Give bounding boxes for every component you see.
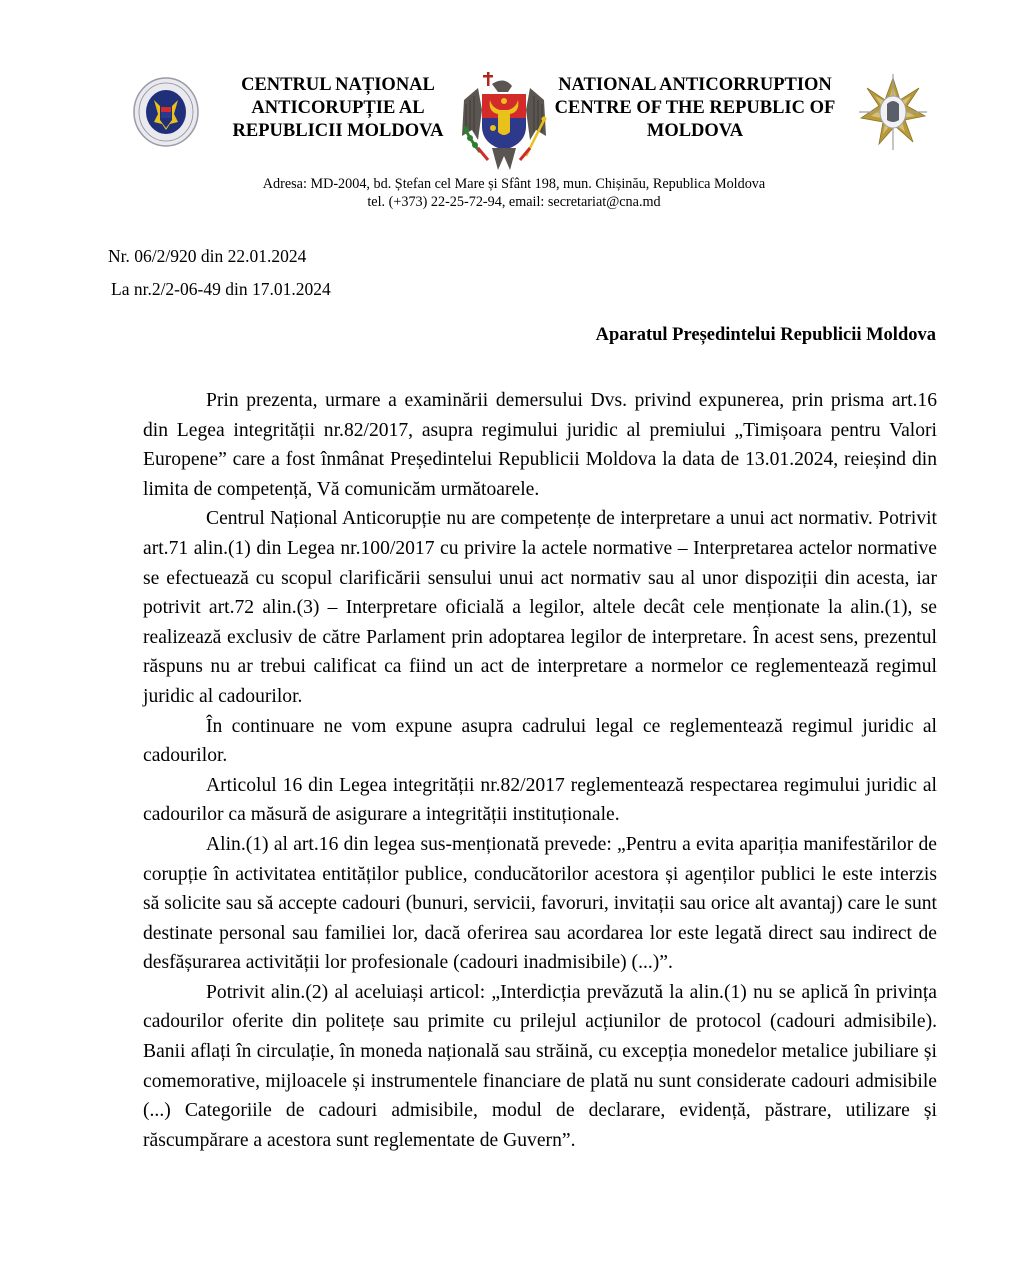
institution-name-en-line: MOLDOVA xyxy=(646,121,744,141)
body-paragraph: Prin prezenta, urmare a examinării demersului Dvs. privind expunerea, prin prisma art.16 din Legea integrității nr.82/2017, asupra regimului juridic al premiului „Timișoara pentru Valori Europene” care a fost înmânat Președintelui Republicii Moldova la data de 13.01.2024, reieșind din limita de competență, Vă comunicăm următoarele. xyxy=(143,390,937,500)
body-paragraph: Articolul 16 din Legea integrității nr.82/2017 reglementează respectarea regimului juridic al cadourilor ca măsură de asigurare a integrității instituționale. xyxy=(143,774,937,826)
body-paragraph: Potrivit alin.(2) al aceluiași articol: „Interdicția prevăzută la alin.(1) nu se aplică în privința cadourilor oferite din politețe sau primite cu prilejul acțiunilor de protocol (cadouri admisibile). Banii aflați în circulație, în moneda națională sau străină, cu excepția monedelor metalice jubiliare și comemorative, mijloacele și instrumentele financiare de plată nu sunt considerate cadouri admisibile (...) Categoriile de cadouri admisibile, modul de declarare, evidență, păstrare, utilizare și răscumpărare a acestora sunt reglementate de Guvern”. xyxy=(143,981,937,1151)
institution-name-en xyxy=(545,74,845,143)
institution-address xyxy=(180,175,848,211)
order-star-medal-icon xyxy=(858,72,928,152)
moldova-coat-of-arms-icon xyxy=(458,70,550,172)
body-paragraph: Alin.(1) al art.16 din legea sus-menționată prevede: „Pentru a evita apariția manifestărilor de corupție în activitatea entităților publice, conducătorilor acestora și agenților publici le este interzis să solicite sau să accepte cadouri (bunuri, servicii, favoruri, invitații sau orice alt avantaj) care le sunt destinate personal sau familiei lor, dacă oferirea sau acordarea lor este legată direct sau indirect de desfășurarea activității lor profesionale (cadouri inadmisibile) (...)”. xyxy=(143,833,937,974)
addressee: Aparatul Președintelui Republicii Moldova xyxy=(595,325,936,345)
letter-body xyxy=(143,386,937,1155)
body-paragraph: În continuare ne vom expune asupra cadrului legal ce reglementează regimul juridic al cadourilor. xyxy=(143,715,937,767)
institution-name-ro-line: ANTICORUPȚIE AL xyxy=(251,98,425,118)
institution-name-ro-line: REPUBLICII MOLDOVA xyxy=(232,121,444,141)
institution-name-en-line: NATIONAL ANTICORRUPTION xyxy=(558,75,832,95)
body-paragraph: Centrul Național Anticorupție nu are competențe de interpretare a unui act normativ. Potrivit art.71 alin.(1) din Legea nr.100/2017 cu privire la actele normative – Interpretarea actelor normative se efectuează cu scopul clarificării sensului unui act normativ sau al unor dispoziții din acesta, iar potrivit art.72 alin.(3) – Interpretare oficială a legilor, altele decât cele menționate la alin.(1), se realizează exclusiv de către Parlament prin adoptarea legilor de interpretare. În acest sens, prezentul răspuns nu ar trebui calificat ca fiind un act de interpretare a normelor ce reglementează regimul juridic al cadourilor. xyxy=(143,508,937,707)
institution-name-en-line: CENTRE OF THE REPUBLIC OF xyxy=(554,98,836,118)
incoming-reference-number: La nr.2/2-06-49 din 17.01.2024 xyxy=(111,279,331,299)
contact-line: tel. (+373) 22-25-72-94, email: secretariat@cna.md xyxy=(367,194,661,210)
institution-name-ro xyxy=(218,74,458,143)
outgoing-reference-number: Nr. 06/2/920 din 22.01.2024 xyxy=(108,246,307,266)
cna-seal-icon xyxy=(132,76,200,148)
institution-name-ro-line: CENTRUL NAȚIONAL xyxy=(241,75,435,95)
address-line: Adresa: MD-2004, bd. Ștefan cel Mare și Sfânt 198, mun. Chișinău, Republica Moldova xyxy=(262,176,766,192)
